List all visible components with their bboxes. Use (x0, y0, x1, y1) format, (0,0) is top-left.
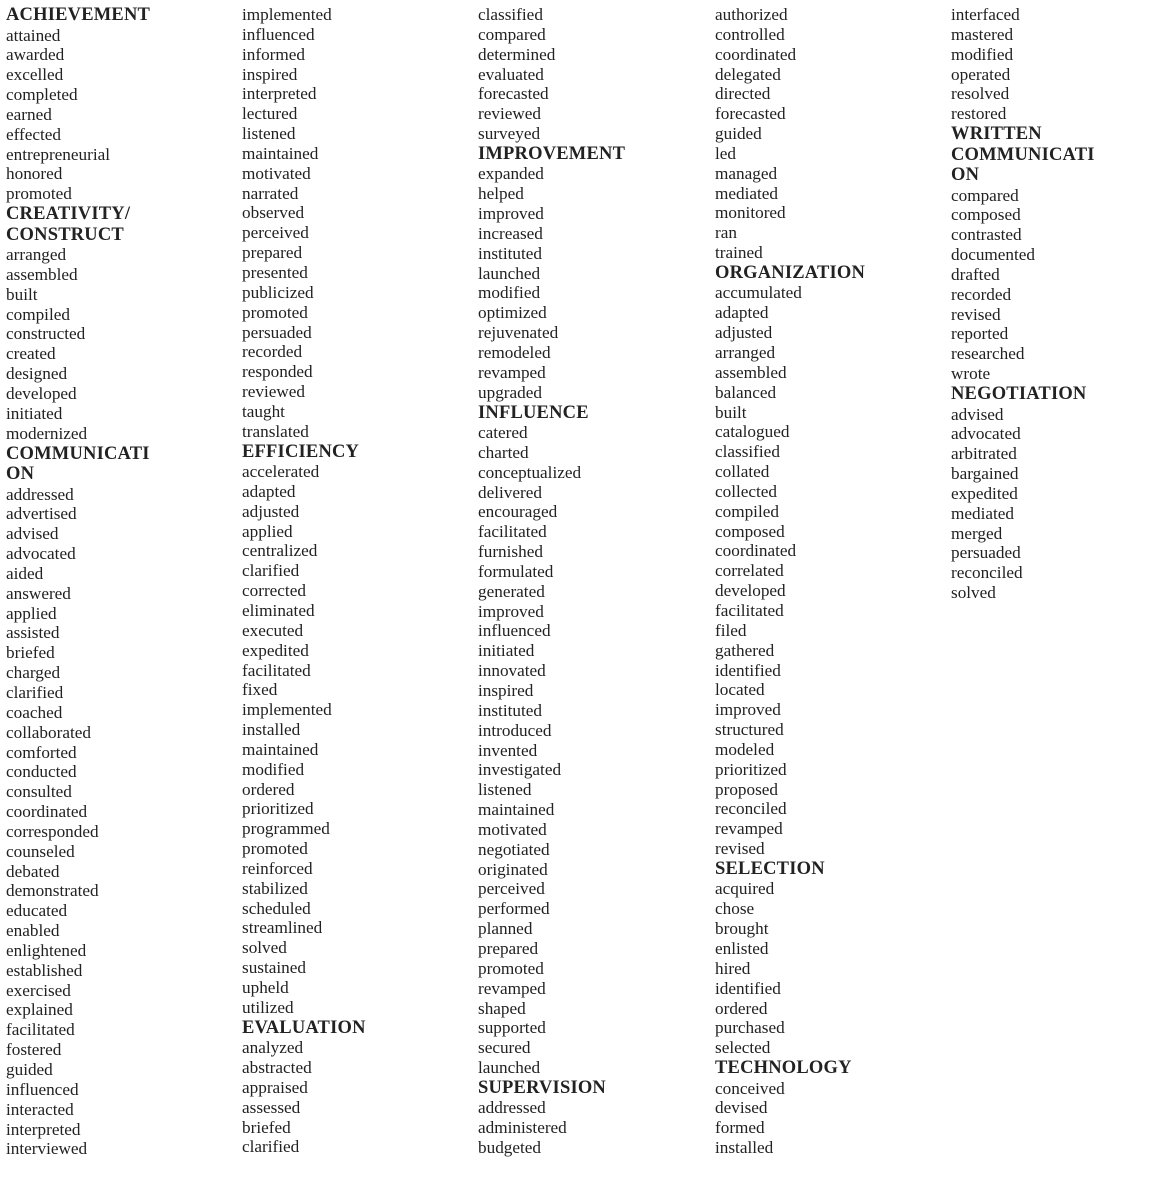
word-item: monitored (715, 203, 786, 223)
word-item: mediated (715, 183, 778, 203)
word-item: answered (6, 583, 71, 603)
word-item: furnished (478, 542, 543, 562)
word-item: chose (715, 899, 755, 919)
word-item: surveyed (478, 124, 541, 144)
word-item: adapted (715, 303, 769, 323)
word-item: conducted (6, 762, 77, 782)
word-item: corrected (242, 581, 306, 601)
word-item: perceived (478, 879, 545, 899)
word-item: interviewed (6, 1139, 88, 1159)
word-item: installed (715, 1138, 774, 1158)
word-item: supported (478, 1018, 546, 1038)
word-item: educated (6, 901, 68, 921)
word-item: initiated (6, 403, 63, 423)
word-item: guided (6, 1060, 53, 1079)
word-item: gathered (715, 640, 775, 660)
word-item: enlisted (715, 938, 769, 958)
word-item: influenced (478, 621, 551, 641)
word-item: lectured (242, 104, 298, 124)
word-item: revamped (715, 819, 783, 839)
word-item: collated (715, 462, 770, 482)
word-item: remodeled (478, 343, 551, 362)
word-item: invented (478, 740, 538, 760)
word-item: reconciled (715, 799, 787, 819)
word-item: restored (951, 104, 1007, 124)
word-item: applied (242, 521, 293, 541)
word-item: designed (6, 364, 68, 384)
word-item: trained (715, 243, 763, 263)
word-item: coached (6, 702, 63, 722)
word-item: comforted (6, 742, 77, 762)
word-item: promoted (242, 839, 308, 859)
section-heading: EFFICIENCY (242, 441, 360, 462)
word-item: accumulated (715, 283, 802, 303)
column-5 (951, 5, 1111, 603)
word-item: upgraded (478, 382, 542, 402)
word-item: fostered (6, 1040, 62, 1060)
word-item: originated (478, 859, 548, 879)
word-item: authorized (715, 5, 788, 24)
word-item: built (715, 402, 747, 422)
word-item: purchased (715, 1018, 785, 1038)
word-item: increased (478, 223, 543, 243)
word-item: improved (715, 700, 781, 720)
word-item: optimized (478, 303, 547, 323)
word-item: expedited (951, 483, 1018, 503)
word-item: evaluated (478, 64, 544, 84)
word-item: earned (6, 104, 52, 124)
word-item: enlightened (6, 940, 87, 960)
word-item: maintained (242, 143, 319, 163)
word-item: prepared (242, 243, 303, 263)
word-item: drafted (951, 264, 1000, 284)
word-item: promoted (242, 302, 308, 322)
word-item: prioritized (242, 799, 314, 819)
word-item: facilitated (242, 660, 311, 680)
section-heading: ORGANIZATION (715, 262, 866, 283)
word-item: abstracted (242, 1058, 312, 1078)
word-item: instituted (478, 243, 542, 263)
word-item: implemented (242, 700, 332, 720)
word-item: addressed (6, 484, 74, 504)
word-item: programmed (242, 819, 330, 839)
word-item: conceptualized (478, 462, 582, 482)
section-heading: CREATIVITY/ CONSTRUCT (6, 204, 131, 245)
word-item: delegated (715, 64, 781, 84)
word-item: advertised (6, 504, 77, 524)
word-item: developed (715, 581, 786, 601)
word-item: launched (478, 263, 541, 283)
word-item: clarified (242, 1137, 300, 1157)
word-item: improved (478, 601, 544, 621)
word-item: delivered (478, 482, 542, 502)
word-item: arbitrated (951, 444, 1017, 464)
word-item: presented (242, 262, 308, 282)
word-item: brought (715, 919, 769, 939)
word-item: reported (951, 324, 1009, 344)
word-item: revamped (478, 362, 546, 382)
word-item: advocated (951, 424, 1021, 444)
word-item: bargained (951, 464, 1019, 484)
word-item: collected (715, 481, 778, 501)
word-item: applied (6, 603, 57, 623)
word-item: instituted (478, 700, 542, 720)
word-item: documented (951, 245, 1035, 265)
word-item: prepared (478, 938, 539, 958)
word-item: formed (715, 1118, 765, 1138)
word-item: composed (951, 205, 1021, 225)
section-heading: TECHNOLOGY (715, 1058, 852, 1079)
word-item: counseled (6, 841, 75, 861)
section-heading: SELECTION (715, 858, 825, 879)
word-item: informed (242, 44, 306, 64)
word-item: ordered (715, 998, 768, 1018)
word-item: accelerated (242, 462, 320, 482)
word-item: coordinated (715, 44, 797, 64)
word-item: maintained (242, 739, 319, 759)
word-item: prioritized (715, 759, 787, 779)
word-item: briefed (242, 1117, 291, 1137)
section-heading: IMPROVEMENT (478, 143, 626, 164)
word-item: persuaded (951, 543, 1021, 563)
word-item: revised (951, 304, 1001, 324)
word-item: modified (242, 759, 305, 779)
word-item: compiled (715, 501, 779, 521)
word-item: promoted (6, 184, 72, 204)
word-item: controlled (715, 24, 785, 44)
section-heading: SUPERVISION (478, 1077, 606, 1098)
word-item: fixed (242, 680, 278, 700)
word-item: interpreted (6, 1119, 81, 1139)
word-item: taught (242, 401, 285, 421)
word-item: clarified (6, 682, 64, 702)
word-item: arranged (6, 245, 67, 265)
word-item: identified (715, 660, 781, 680)
word-item: publicized (242, 282, 314, 302)
word-item: reviewed (478, 104, 541, 124)
word-item: initiated (478, 641, 535, 661)
word-item: facilitated (478, 522, 547, 542)
word-item: recorded (951, 284, 1012, 304)
word-item: conceived (715, 1078, 785, 1098)
word-item: established (6, 960, 83, 980)
word-item: led (715, 143, 736, 163)
word-item: promoted (478, 958, 544, 978)
word-item: sustained (242, 958, 306, 978)
word-item: balanced (715, 382, 777, 402)
word-item: modeled (715, 739, 775, 759)
word-item: contrasted (951, 225, 1022, 245)
word-item: adjusted (715, 323, 773, 343)
word-item: managed (715, 163, 778, 183)
word-item: solved (951, 583, 996, 603)
word-item: addressed (478, 1098, 546, 1118)
word-item: proposed (715, 779, 779, 799)
word-item: filed (715, 620, 747, 640)
word-item: listened (478, 780, 532, 800)
word-item: performed (478, 899, 550, 919)
word-item: assembled (715, 362, 787, 382)
word-item: stabilized (242, 878, 308, 898)
word-item: solved (242, 938, 287, 958)
word-item: forecasted (478, 84, 549, 104)
word-item: upheld (242, 978, 289, 997)
word-item: located (715, 680, 765, 700)
word-item: compared (951, 185, 1019, 205)
word-item: modernized (6, 423, 88, 443)
word-item: executed (242, 620, 304, 640)
word-item: honored (6, 164, 63, 184)
word-item: inspired (242, 64, 298, 84)
word-item: adapted (242, 481, 296, 501)
word-item: analyzed (242, 1038, 304, 1058)
word-item: compiled (6, 304, 70, 324)
word-item: reviewed (242, 382, 305, 402)
word-item: rejuvenated (478, 323, 559, 343)
section-heading: NEGOTIATION (951, 384, 1087, 404)
word-item: determined (478, 44, 556, 64)
word-item: installed (242, 720, 301, 740)
word-item: completed (6, 85, 78, 105)
word-item: interpreted (242, 84, 317, 104)
word-item: translated (242, 421, 309, 441)
word-item: expanded (478, 164, 544, 184)
word-item: secured (478, 1038, 531, 1058)
word-item: corresponded (6, 821, 99, 841)
word-item: resolved (951, 84, 1010, 104)
word-item: explained (6, 1000, 73, 1020)
section-heading: ACHIEVEMENT (6, 5, 151, 25)
word-item: appraised (242, 1077, 308, 1097)
word-item: mediated (951, 503, 1014, 523)
word-item: advised (951, 404, 1004, 424)
word-item: mastered (951, 24, 1014, 44)
word-item: structured (715, 720, 784, 740)
word-item: assembled (6, 264, 78, 284)
word-item: adjusted (242, 501, 300, 521)
word-item: entrepreneurial (6, 144, 111, 164)
word-item: ordered (242, 779, 295, 799)
word-item: influenced (6, 1079, 79, 1099)
word-item: advised (6, 524, 59, 544)
word-item: inspired (478, 681, 534, 700)
word-item: consulted (6, 782, 72, 802)
word-item: catered (478, 423, 528, 443)
word-item: encouraged (478, 502, 558, 522)
word-item: merged (951, 523, 1003, 543)
word-item: hired (715, 958, 751, 978)
word-item: implemented (242, 5, 332, 24)
word-item: responded (242, 362, 313, 382)
word-item: operated (951, 64, 1011, 84)
word-item: forecasted (715, 104, 786, 124)
word-item: eliminated (242, 600, 315, 620)
word-item: motivated (478, 819, 547, 839)
word-item: exercised (6, 980, 71, 1000)
word-item: recorded (242, 342, 303, 362)
word-item: revised (715, 839, 765, 859)
word-item: utilized (242, 997, 294, 1017)
word-item: revamped (478, 978, 546, 998)
word-item: built (6, 284, 38, 304)
word-item: attained (6, 25, 61, 45)
word-item: facilitated (6, 1020, 75, 1040)
word-item: budgeted (478, 1138, 542, 1158)
word-item: introduced (478, 720, 552, 740)
word-item: debated (6, 861, 60, 881)
word-item: assisted (6, 623, 60, 643)
word-item: briefed (6, 643, 55, 663)
word-item: demonstrated (6, 881, 99, 901)
word-item: composed (715, 521, 785, 541)
word-item: improved (478, 204, 544, 224)
word-item: reinforced (242, 858, 313, 878)
word-item: shaped (478, 998, 526, 1018)
column-1 (6, 5, 166, 1159)
word-item: reconciled (951, 563, 1023, 583)
word-item: constructed (6, 324, 86, 344)
column-4 (715, 5, 945, 1158)
word-item: awarded (6, 45, 65, 65)
word-item: modified (478, 283, 541, 303)
word-item: excelled (6, 65, 64, 85)
word-item: classified (478, 5, 543, 24)
word-item: guided (715, 124, 762, 144)
word-item: correlated (715, 561, 784, 581)
word-item: enabled (6, 921, 60, 941)
word-item: perceived (242, 223, 309, 243)
word-item: negotiated (478, 839, 550, 859)
word-item: selected (715, 1038, 771, 1058)
word-item: created (6, 344, 56, 364)
word-item: acquired (715, 879, 775, 899)
word-item: ran (715, 223, 737, 243)
word-item: listened (242, 124, 296, 144)
word-item: interacted (6, 1099, 74, 1119)
section-heading: EVALUATION (242, 1017, 366, 1038)
word-item: helped (478, 184, 524, 204)
word-item: administered (478, 1118, 567, 1138)
word-item: advocated (6, 544, 76, 564)
word-item: launched (478, 1058, 541, 1078)
word-item: maintained (478, 800, 555, 820)
word-item: assessed (242, 1097, 301, 1117)
word-item: modified (951, 44, 1014, 64)
word-item: researched (951, 344, 1025, 364)
word-item: collaborated (6, 722, 91, 742)
word-item: facilitated (715, 600, 784, 620)
word-item: charted (478, 442, 529, 462)
word-item: formulated (478, 561, 554, 581)
word-item: developed (6, 384, 77, 403)
word-item: centralized (242, 541, 318, 561)
word-item: clarified (242, 561, 300, 581)
word-item: motivated (242, 163, 311, 183)
word-item: coordinated (715, 541, 797, 561)
word-item: wrote (951, 364, 991, 384)
word-item: coordinated (6, 802, 88, 822)
word-item: observed (242, 203, 305, 223)
word-item: identified (715, 978, 781, 998)
word-item: devised (715, 1098, 768, 1118)
word-item: generated (478, 581, 545, 601)
section-heading: COMMUNICATI ON (6, 443, 150, 485)
column-2 (242, 5, 472, 1157)
section-heading: WRITTEN COMMUNICATI ON (951, 124, 1095, 186)
word-item: streamlined (242, 918, 323, 938)
word-item: planned (478, 919, 533, 939)
word-item: influenced (242, 24, 315, 44)
word-item: persuaded (242, 322, 312, 342)
word-item: scheduled (242, 898, 311, 918)
word-item: compared (478, 24, 546, 44)
word-item: directed (715, 84, 771, 104)
word-item: investigated (478, 760, 562, 780)
word-item: arranged (715, 343, 776, 362)
word-item: classified (715, 442, 780, 462)
word-item: catalogued (715, 422, 790, 442)
word-item: effected (6, 124, 62, 144)
word-item: interfaced (951, 5, 1020, 24)
section-heading: INFLUENCE (478, 402, 589, 423)
word-item: expedited (242, 640, 309, 660)
word-item: charged (6, 663, 61, 683)
word-item: innovated (478, 661, 546, 681)
column-3 (478, 5, 708, 1158)
word-item: aided (6, 563, 44, 583)
word-item: narrated (242, 183, 299, 203)
